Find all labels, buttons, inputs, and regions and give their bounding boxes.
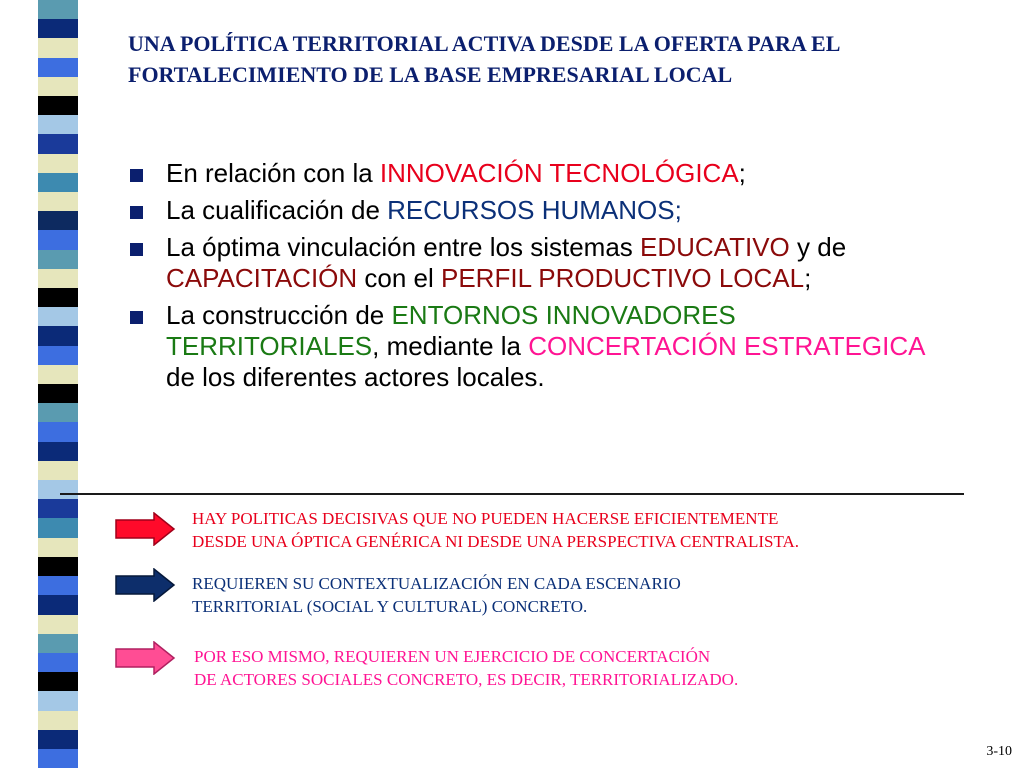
- page-number: 3-10: [986, 744, 1012, 759]
- stripe-segment: [38, 749, 78, 768]
- note-line: HAY POLITICAS DECISIVAS QUE NO PUEDEN HACERSE EFICIENTEMENTE: [192, 509, 779, 528]
- stripe-segment: [38, 442, 78, 461]
- bullet-text: La cualificación de: [166, 195, 388, 225]
- bullet-item-human-resources: [128, 195, 948, 226]
- bullet-item-innovation: [128, 158, 948, 189]
- bullet-text: de los diferentes actores locales.: [166, 362, 545, 392]
- navy-arrow-icon: [114, 568, 176, 602]
- highlight-educativo: EDUCATIVO: [640, 232, 790, 262]
- note-line: DESDE UNA ÓPTICA GENÉRICA NI DESDE UNA PERSPECTIVA CENTRALISTA.: [192, 532, 800, 551]
- stripe-segment: [38, 115, 78, 134]
- stripe-segment: [38, 499, 78, 518]
- highlight-human-resources: RECURSOS HUMANOS;: [387, 195, 682, 225]
- highlight-entornos: ENTORNOS INNOVADORES TERRITORIALES: [166, 300, 736, 361]
- bullet-text: ;: [804, 263, 812, 293]
- decorative-stripe-bar: [38, 0, 78, 768]
- highlight-perfil-productivo: PERFIL PRODUCTIVO LOCAL: [441, 263, 805, 293]
- stripe-segment: [38, 480, 78, 499]
- stripe-segment: [38, 230, 78, 249]
- stripe-segment: [38, 173, 78, 192]
- stripe-segment: [38, 307, 78, 326]
- bullet-text: con el: [357, 263, 441, 293]
- highlight-capacitacion: CAPACITACIÓN: [166, 263, 358, 293]
- bullet-text: La óptima vinculación entre los sistemas: [166, 232, 641, 262]
- stripe-segment: [38, 653, 78, 672]
- bullet-text: En relación con la: [166, 158, 380, 188]
- stripe-segment: [38, 672, 78, 691]
- stripe-segment: [38, 0, 78, 19]
- square-bullet-icon: [130, 311, 143, 324]
- stripe-segment: [38, 77, 78, 96]
- highlight-innovation: INNOVACIÓN TECNOLÓGICA: [379, 158, 739, 188]
- stripe-segment: [38, 134, 78, 153]
- title-part-2: DESDE LA OFERTA: [540, 31, 742, 56]
- stripe-segment: [38, 19, 78, 38]
- stripe-segment: [38, 250, 78, 269]
- pink-arrow-icon: [114, 641, 176, 675]
- stripe-segment: [38, 326, 78, 345]
- note-contextualization: [192, 572, 681, 618]
- stripe-segment: [38, 346, 78, 365]
- stripe-segment: [38, 211, 78, 230]
- stripe-segment: [38, 288, 78, 307]
- stripe-segment: [38, 711, 78, 730]
- highlight-concertacion: CONCERTACIÓN ESTRATEGICA: [528, 331, 925, 361]
- red-arrow-icon: [114, 512, 176, 546]
- bullet-text: y de: [789, 232, 847, 262]
- stripe-segment: [38, 38, 78, 57]
- title-part-3: PARA EL FORTALECIMIENTO DE LA BASE EMPRESARIAL LOCAL: [128, 31, 840, 87]
- stripe-segment: [38, 461, 78, 480]
- note-concertation: [194, 645, 738, 691]
- bullet-list: [128, 158, 948, 399]
- bullet-item-innovative-environments: [128, 300, 948, 393]
- bullet-item-education-link: [128, 232, 948, 294]
- note-policies: [192, 507, 799, 553]
- stripe-segment: [38, 557, 78, 576]
- slide-title: [128, 28, 948, 90]
- stripe-segment: [38, 576, 78, 595]
- square-bullet-icon: [130, 243, 143, 256]
- stripe-segment: [38, 365, 78, 384]
- note-line: POR ESO MISMO, REQUIEREN UN EJERCICIO DE CONCERTACIÓN: [194, 647, 711, 666]
- stripe-segment: [38, 403, 78, 422]
- bullet-text: La construcción de: [166, 300, 392, 330]
- stripe-segment: [38, 96, 78, 115]
- stripe-segment: [38, 595, 78, 614]
- stripe-segment: [38, 518, 78, 537]
- square-bullet-icon: [130, 169, 143, 182]
- title-part-1: UNA POLÍTICA TERRITORIAL ACTIVA: [128, 31, 541, 56]
- stripe-segment: [38, 691, 78, 710]
- bullet-text: ;: [738, 158, 746, 188]
- stripe-segment: [38, 269, 78, 288]
- note-line: DE ACTORES SOCIALES CONCRETO, ES DECIR, TERRITORIALIZADO.: [194, 670, 739, 689]
- note-line: TERRITORIAL (SOCIAL Y CULTURAL) CONCRETO.: [192, 597, 588, 616]
- stripe-segment: [38, 192, 78, 211]
- stripe-segment: [38, 634, 78, 653]
- stripe-segment: [38, 538, 78, 557]
- stripe-segment: [38, 58, 78, 77]
- stripe-segment: [38, 422, 78, 441]
- note-line: REQUIEREN SU CONTEXTUALIZACIÓN EN CADA ESCENARIO: [192, 574, 681, 593]
- stripe-segment: [38, 154, 78, 173]
- horizontal-divider: [60, 493, 964, 495]
- stripe-segment: [38, 384, 78, 403]
- stripe-segment: [38, 730, 78, 749]
- square-bullet-icon: [130, 206, 143, 219]
- bullet-text: , mediante la: [372, 331, 529, 361]
- stripe-segment: [38, 615, 78, 634]
